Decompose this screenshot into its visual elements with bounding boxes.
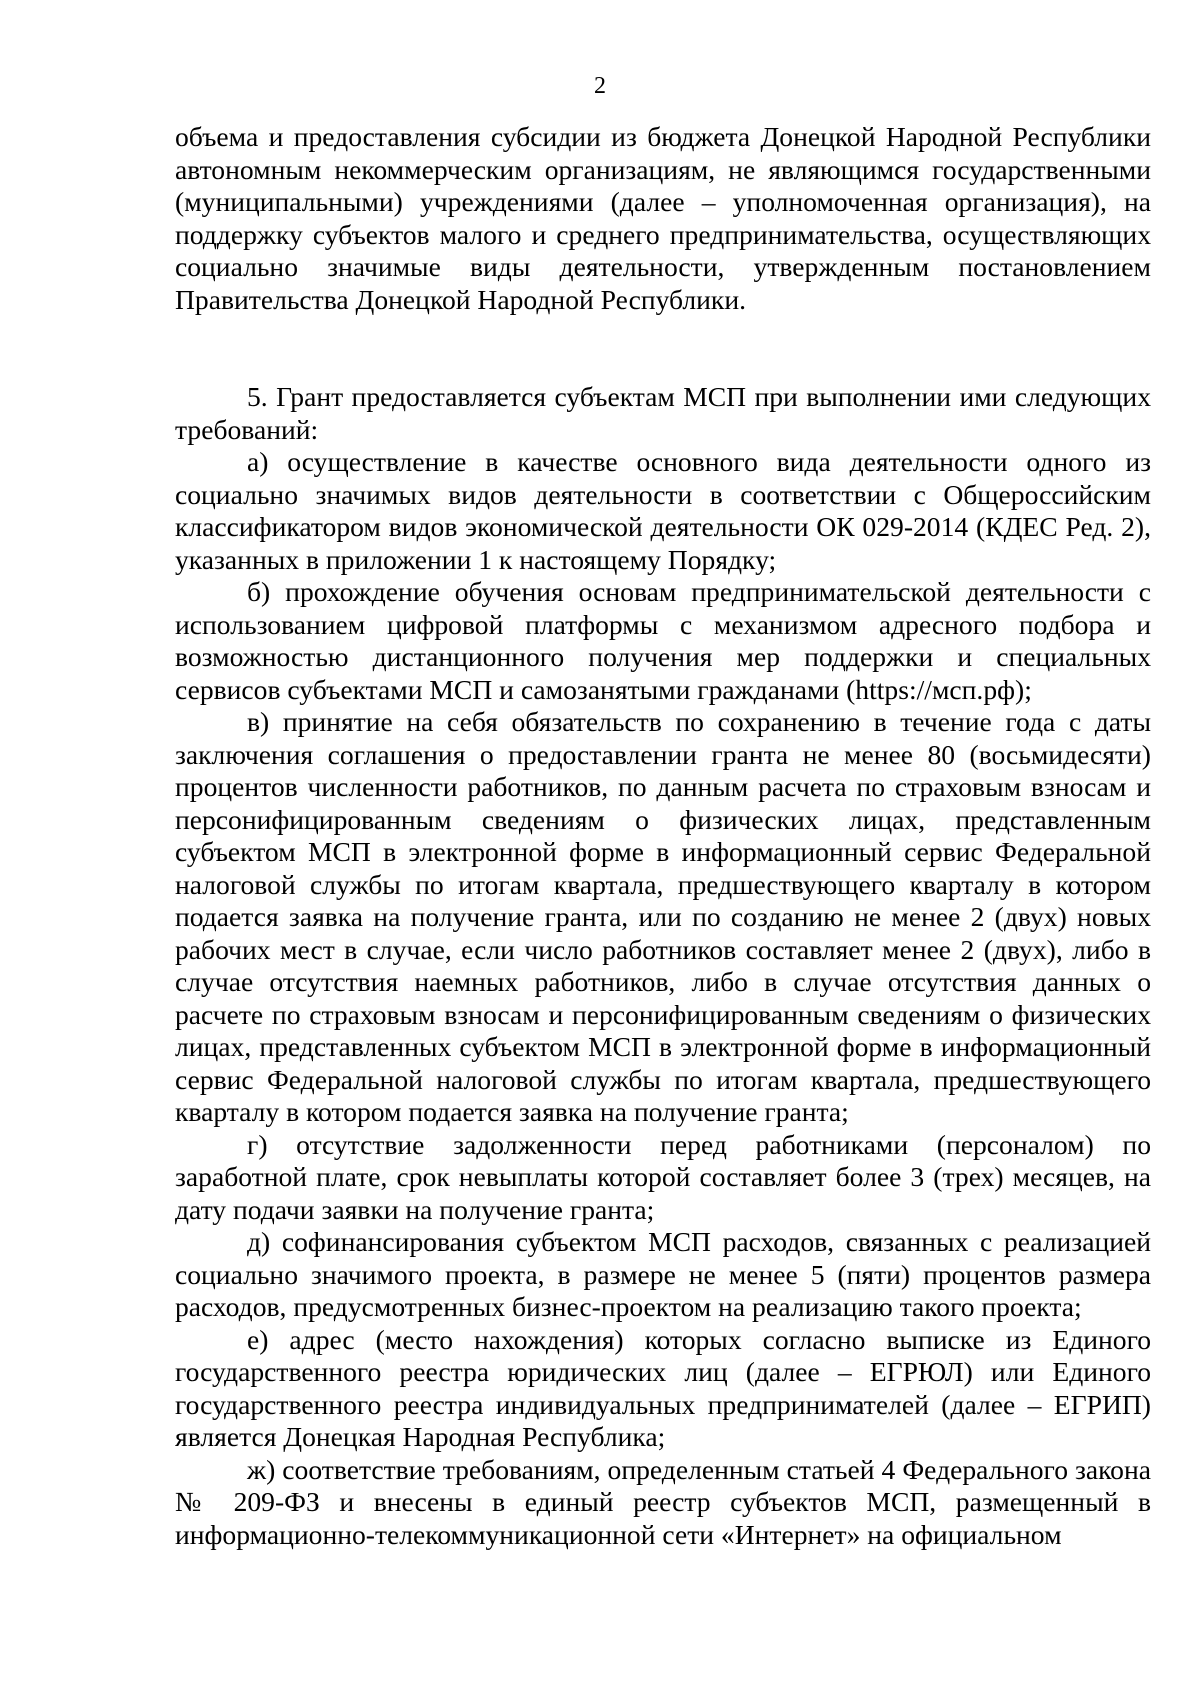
requirement-item-b: б) прохождение обучения основам предпринимательской деятельности с использованием цифровой платформы с механизмом адресного подбора и возможностью дистанционного получения мер поддержки и специальных сервисов субъектами МСП и самозанятыми гражданами (https://мсп.рф); <box>175 576 1151 705</box>
requirement-item-a: а) осуществление в качестве основного вида деятельности одного из социально значимых видов деятельности в соответствии с Общероссийским классификатором видов экономической деятельности ОК 029-2014 (КДЕС Ред. 2), указанных в приложении 1 к настоящему Порядку; <box>175 446 1151 575</box>
page-number: 2 <box>594 73 606 99</box>
requirement-item-zh: ж) соответствие требованиям, определенным статьей 4 Федерального закона № 209-ФЗ и внесены в единый реестр субъектов МСП, размещенный в информационно-телекоммуникационной сети «Интернет» на официальном <box>175 1453 1151 1550</box>
requirement-item-v: в) принятие на себя обязательств по сохранению в течение года с даты заключения соглашения о предоставлении гранта не менее 80 (восьмидесяти) процентов численности работников, по данным расчета по страховым взносам и персонифицированным сведениям о физических лицах, представленным субъектом МСП в электронной форме в информационный сервис Федеральной налоговой службы по итогам квартала, предшествующего кварталу в котором подается заявка на получение гранта, или по созданию не менее 2 (двух) новых рабочих мест в случае, если число работников составляет менее 2 (двух), либо в случае отсутствия наемных работников, либо в случае отсутствия данных о расчете по страховым взносам и персонифицированным сведениям о физических лицах, представленных субъектом МСП в электронной форме в информационный сервис Федеральной налоговой службы по итогам квартала, предшествующего кварталу в котором подается заявка на получение гранта; <box>175 706 1151 1127</box>
requirement-item-d: д) софинансирования субъектом МСП расходов, связанных с реализацией социально значимого проекта, в размере не менее 5 (пяти) процентов размера расходов, предусмотренных бизнес-проектом на реализацию такого проекта; <box>175 1226 1151 1322</box>
intro-paragraph: объема и предоставления субсидии из бюджета Донецкой Народной Республики автономным некоммерческим организациям, не являющимся государственными (муниципальными) учреждениями (далее – уполномоченная организация), на поддержку субъектов малого и среднего предпринимательства, осуществляющих социально значимые виды деятельности, утвержденным постановлением Правительства Донецкой Народной Республики. <box>175 121 1151 315</box>
section-5-block <box>175 381 1151 1551</box>
requirement-item-g: г) отсутствие задолженности перед работниками (персоналом) по заработной плате, срок невыплаты которой составляет более 3 (трех) месяцев, на дату подачи заявки на получение гранта; <box>175 1128 1151 1225</box>
requirement-item-e: е) адрес (место нахождения) которых согласно выписке из Единого государственного реестра юридических лиц (далее – ЕГРЮЛ) или Единого государственного реестра индивидуальных предпринимателей (далее – ЕГРИП) является Донецкая Народная Республика; <box>175 1323 1151 1452</box>
section-5-lead: 5. Грант предоставляется субъектам МСП при выполнении ими следующих требований: <box>175 381 1151 445</box>
intro-paragraph-block <box>175 121 1151 316</box>
